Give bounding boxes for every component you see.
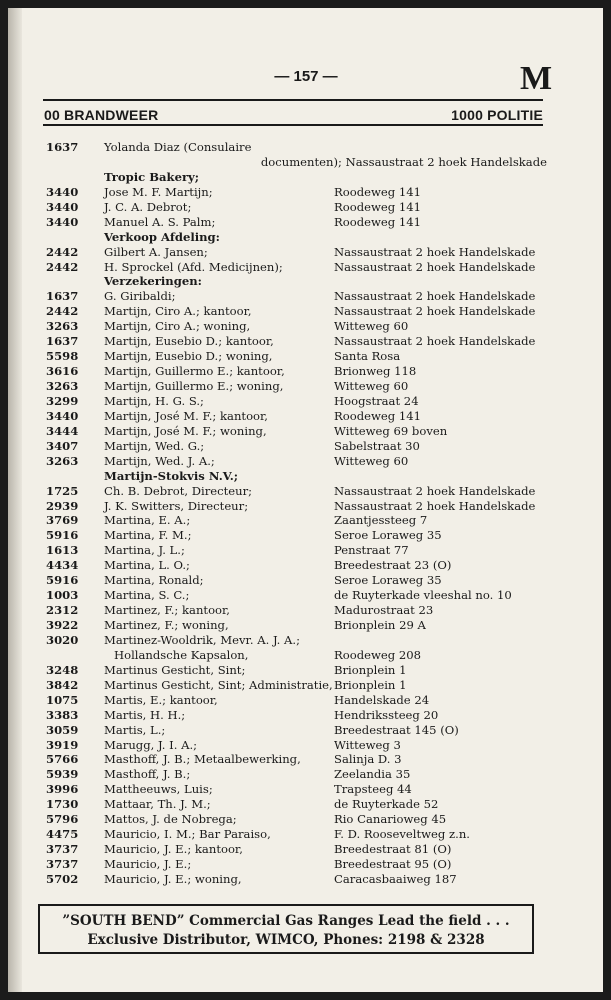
listing-row [8,394,603,409]
phone-number: 5939 [46,767,79,782]
street-address: F. D. Rooseveltweg z.n. [334,827,470,842]
street-address: Brionplein 1 [334,677,407,692]
subscriber-name: Martinez, F.; woning, [104,618,229,632]
phone-number: 3737 [46,842,79,857]
header-right-label: 1000 POLITIE [451,107,543,123]
street-address: Caracasbaaiweg 187 [334,871,457,886]
subscriber-name: Martina, L. O.; [104,558,190,573]
listing-row [8,782,603,797]
street-address: de Ruyterkade 52 [334,797,439,812]
street-address: Brionplein 1 [334,662,407,677]
street-address: Witteweg 69 boven [334,423,448,438]
street-address: Madurostraat 23 [334,603,434,618]
subscriber-name: Martina, Ronald; [104,573,204,588]
phone-number: 3263 [46,319,79,334]
listing-row [8,364,603,379]
listing-row [8,678,603,693]
listing-row [8,140,603,155]
subscriber-name: Yolanda Diaz (Consulaire [104,140,252,154]
street-address: Roodeweg 141 [334,408,421,423]
listing-row [8,424,603,439]
phone-number: 2442 [46,259,79,274]
phone-number: 3248 [46,662,79,677]
street-address: Witteweg 60 [334,379,409,393]
phone-number: 3444 [46,423,79,438]
subheading: Tropic Bakery; [104,169,200,184]
listing-row [8,304,603,319]
listing-subheading-row [8,230,603,245]
subscriber-name: Masthoff, J. B.; Metaalbewerking, [104,752,301,767]
phone-number: 1637 [46,334,79,349]
listing-row [8,738,603,753]
phone-number: 5702 [46,871,79,886]
listing-subheading-row [8,274,603,289]
subscriber-name: Mauricio, J. E.; woning, [104,871,242,886]
listing-row [8,648,603,663]
subscriber-name: Marugg, J. I. A.; [104,737,198,752]
street-address: Witteweg 3 [334,737,401,752]
street-address: Breedestraat 23 (O) [334,558,452,573]
subscriber-name: Martijn, Wed. J. A.; [104,453,215,468]
subscriber-name: Manuel A. S. Palm; [104,214,216,229]
subheading: Martijn-Stokvis N.V.; [104,468,239,483]
subscriber-name: Martis, L.; [104,722,166,737]
phone-number: 3996 [46,782,79,797]
listing-row [8,484,603,499]
page-number: — 157 — [274,68,338,85]
subscriber-name: H. Sprockel (Afd. Medicijnen); [104,259,283,274]
subscriber-name: Mattheeuws, Luis; [104,782,213,797]
subscriber-name: Mattaar, Th. J. M.; [104,797,211,812]
phone-number: 3059 [46,722,79,737]
phone-number: 1725 [46,483,79,498]
phone-number: 3737 [46,857,79,871]
subheading: Verzekeringen: [104,274,202,289]
listing-row [8,379,603,394]
listing-row [8,439,603,454]
street-address: Hendrikssteeg 20 [334,707,439,722]
listing-row [8,723,603,738]
phone-number: 1637 [46,289,79,304]
street-address: Nassaustraat 2 hoek Handelskade [334,289,536,304]
subscriber-name: Martinus Gesticht, Sint; Administratie, [104,677,333,692]
subscriber-name: Martijn, H. G. S.; [104,393,204,408]
phone-number: 3616 [46,364,79,379]
street-address: Roodeweg 208 [334,647,421,662]
listing-row [8,842,603,857]
phone-number: 5598 [46,349,79,364]
street-address: Penstraat 77 [334,543,409,558]
listing-row [8,767,603,782]
ad-line-2: Exclusive Distributor, WIMCO, Phones: 2198 & 2328 [87,932,485,948]
listing-row [8,872,603,887]
street-address: Hoogstraat 24 [334,393,419,408]
street-address: Sabelstraat 30 [334,438,420,453]
listing-row [8,289,603,304]
subscriber-name: Martijn, Ciro A.; kantoor, [104,304,252,319]
listing-row [8,633,603,648]
subscriber-name: Martijn, Wed. G.; [104,438,205,453]
listing-row [8,573,603,588]
subscriber-name: Martijn, Guillermo E.; kantoor, [104,364,285,379]
street-address: Nassaustraat 2 hoek Handelskade [334,259,536,274]
street-address: Zeelandia 35 [334,767,411,782]
street-address: de Ruyterkade vleeshal no. 10 [334,588,512,603]
subscriber-name: Martis, E.; kantoor, [104,692,218,707]
phone-number: 3769 [46,513,79,528]
subscriber-name: Martijn, José M. F.; woning, [104,423,267,438]
listing-row [8,513,603,528]
phone-number: 2442 [46,244,79,259]
listing-row [8,499,603,514]
street-address: Zaantjessteeg 7 [334,513,428,528]
listing-row [8,797,603,812]
phone-number: 3922 [46,618,79,632]
listing-subheading-row [8,469,603,484]
listing-row [8,409,603,424]
street-address: documenten); Nassaustraat 2 hoek Handelskade [260,154,547,169]
subscriber-name: Martinez-Wooldrik, Mevr. A. J. A.; [104,632,301,647]
street-address: Seroe Loraweg 35 [334,573,442,588]
listing-row [8,334,603,349]
phone-number: 3440 [46,184,79,199]
subscriber-name: J. K. Switters, Directeur; [104,498,249,513]
listing-row [8,752,603,767]
subscriber-name: Ch. B. Debrot, Directeur; [104,483,253,498]
subscriber-name: Jose M. F. Martijn; [104,184,213,199]
phone-number: 3440 [46,199,79,214]
phone-number: 5916 [46,573,79,588]
phone-number: 1613 [46,543,79,558]
ad-line-1: ”SOUTH BEND” Commercial Gas Ranges Lead the field . . . [62,913,510,929]
street-address: Nassaustraat 2 hoek Handelskade [334,304,536,319]
subscriber-name: Martijn, José M. F.; kantoor, [104,408,268,423]
listing-row [8,454,603,469]
street-address: Witteweg 60 [334,319,409,334]
subscriber-name: Martijn, Guillermo E.; woning, [104,379,284,393]
subscriber-name: Hollandsche Kapsalon, [114,647,249,662]
phone-number: 5796 [46,812,79,827]
subscriber-name: Martinus Gesticht, Sint; [104,662,246,677]
listing-row [8,827,603,842]
street-address: Santa Rosa [334,349,401,364]
section-letter: M [520,60,553,97]
subscriber-name: Martinez, F.; kantoor, [104,603,230,618]
subscriber-name: Martina, S. C.; [104,588,190,603]
street-address: Roodeweg 141 [334,184,421,199]
street-address: Handelskade 24 [334,692,430,707]
listing-row [8,200,603,215]
subscriber-name: Martina, J. L.; [104,543,185,558]
phone-number: 4434 [46,558,79,573]
listing-row [8,260,603,275]
phone-number: 1730 [46,797,79,812]
listing-row [8,857,603,872]
listing-row [8,693,603,708]
subscriber-name: Mauricio, J. E.; [104,857,192,871]
street-address: Witteweg 60 [334,453,409,468]
street-address: Salinja D. 3 [334,752,402,767]
listing-row [8,603,603,618]
listing-row [8,708,603,723]
phone-number: 3263 [46,379,79,393]
phone-number: 3919 [46,737,79,752]
listing-row [8,245,603,260]
street-address: Seroe Loraweg 35 [334,528,442,543]
phone-number: 2939 [46,498,79,513]
listing-row [8,349,603,364]
street-address: Breedestraat 81 (O) [334,842,452,857]
phone-number: 3440 [46,214,79,229]
subscriber-name: Martina, F. M.; [104,528,192,543]
street-address: Breedestraat 95 (O) [334,857,452,871]
phone-number: 3020 [46,632,79,647]
listing-subheading-row [8,170,603,185]
street-address: Nassaustraat 2 hoek Handelskade [334,244,536,259]
listing-row [8,185,603,200]
street-address: Nassaustraat 2 hoek Handelskade [334,334,536,349]
phone-number: 3299 [46,393,79,408]
listing-row [8,588,603,603]
subscriber-name: Martijn, Eusebio D.; kantoor, [104,334,274,349]
street-address: Brionweg 118 [334,364,417,379]
listing-row [8,812,603,827]
listing-row [8,663,603,678]
phone-number: 1075 [46,692,79,707]
phone-number: 3842 [46,677,79,692]
street-address: Brionplein 29 A [334,618,426,632]
street-address: Roodeweg 141 [334,199,421,214]
header-rule-bottom [43,124,543,126]
phone-listing [8,140,603,887]
listing-row [8,155,603,170]
street-address: Nassaustraat 2 hoek Handelskade [334,498,536,513]
street-address: Roodeweg 141 [334,214,421,229]
subscriber-name: G. Giribaldi; [104,289,176,304]
subheading: Verkoop Afdeling: [104,229,220,244]
phone-number: 1003 [46,588,79,603]
phone-number: 3263 [46,453,79,468]
subscriber-name: Masthoff, J. B.; [104,767,191,782]
header-rule-top [43,99,543,101]
subscriber-name: Mauricio, J. E.; kantoor, [104,842,243,857]
subscriber-name: Martijn, Ciro A.; woning, [104,319,251,334]
subscriber-name: Gilbert A. Jansen; [104,244,208,259]
phone-number: 1637 [46,140,79,154]
directory-page [8,8,603,992]
subscriber-name: Martijn, Eusebio D.; woning, [104,349,273,364]
street-address: Rio Canarioweg 45 [334,812,447,827]
street-address: Breedestraat 145 (O) [334,722,459,737]
listing-row [8,528,603,543]
listing-row [8,319,603,334]
phone-number: 3440 [46,408,79,423]
phone-number: 4475 [46,827,79,842]
phone-number: 3407 [46,438,79,453]
header-left-label: 00 BRANDWEER [44,107,159,123]
subscriber-name: J. C. A. Debrot; [104,199,192,214]
phone-number: 2312 [46,603,79,618]
street-address: Trapsteeg 44 [334,782,412,797]
listing-row [8,558,603,573]
subscriber-name: Mattos, J. de Nobrega; [104,812,237,827]
listing-row [8,618,603,633]
phone-number: 5766 [46,752,79,767]
advertisement-box [38,904,534,954]
phone-number: 3383 [46,707,79,722]
subscriber-name: Mauricio, I. M.; Bar Paraiso, [104,827,271,842]
listing-row [8,543,603,558]
subscriber-name: Martina, E. A.; [104,513,191,528]
subscriber-name: Martis, H. H.; [104,707,186,722]
listing-row [8,215,603,230]
street-address: Nassaustraat 2 hoek Handelskade [334,483,536,498]
phone-number: 5916 [46,528,79,543]
phone-number: 2442 [46,304,79,319]
